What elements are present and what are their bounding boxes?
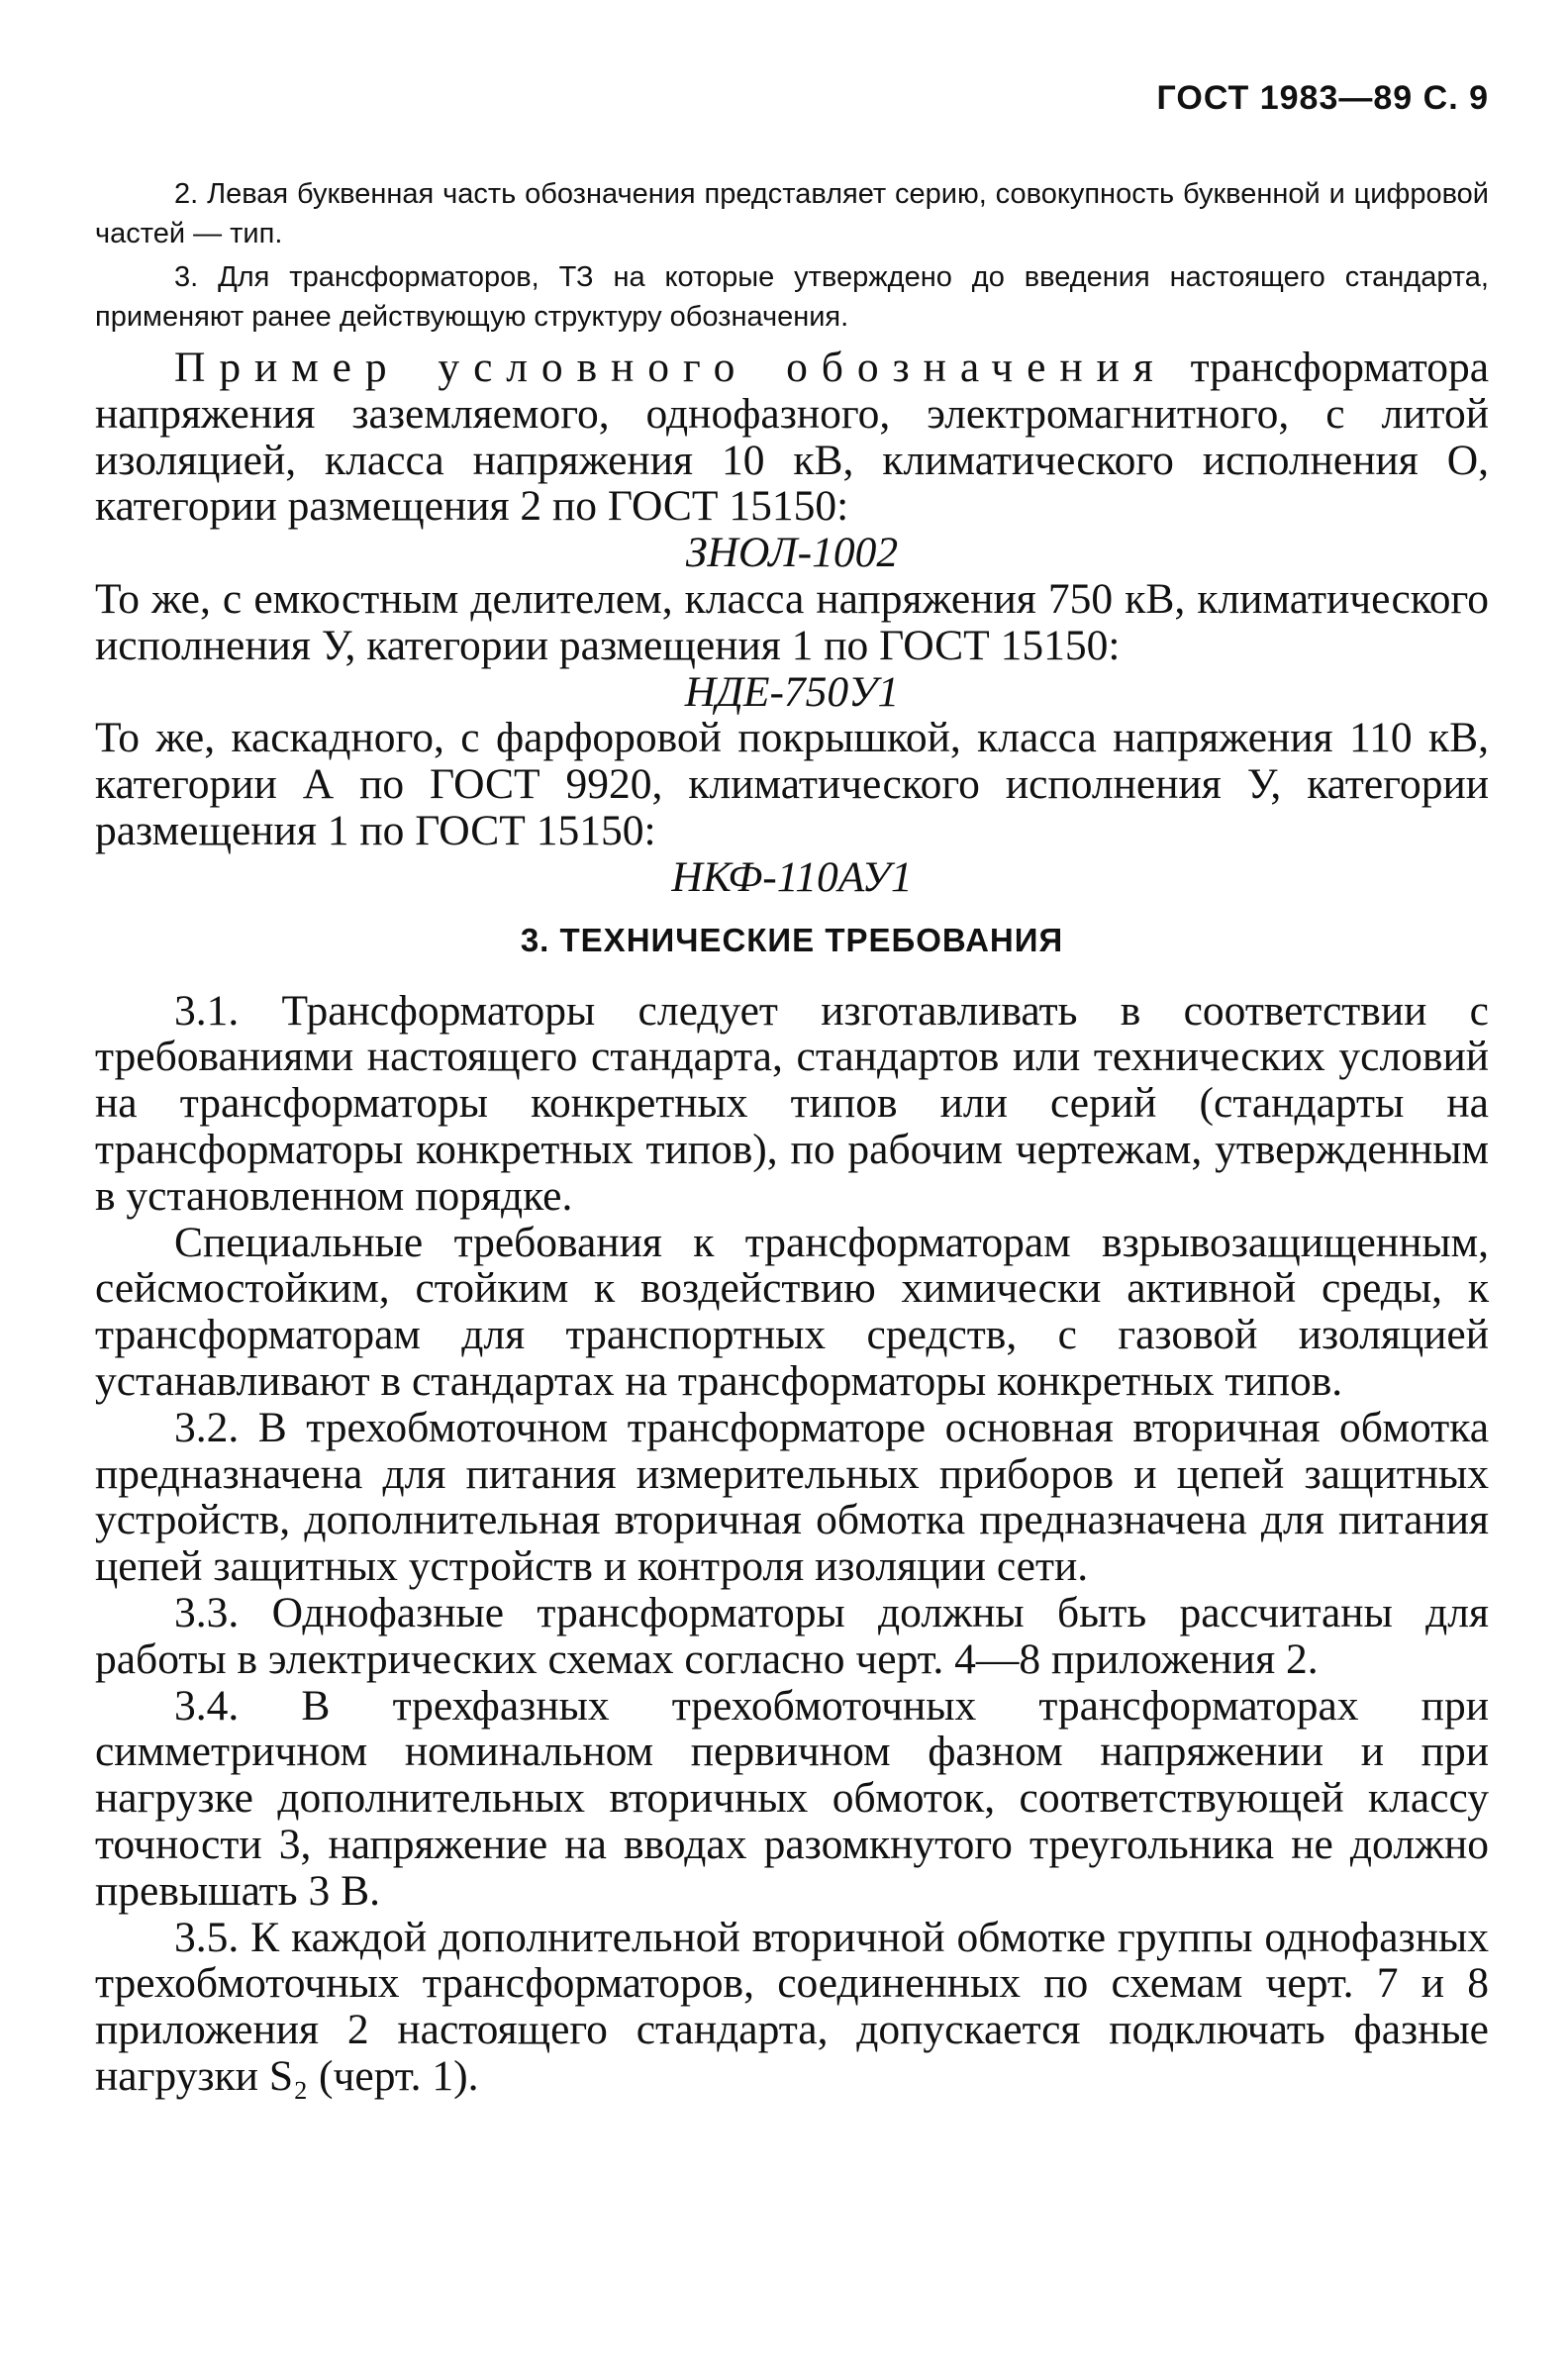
example-text: трансформатора напряжения заземляемого, однофазного, электромагнитного, с литой изоляцией, класса напряжения 10 кВ, климатического исполнения О, категории размещения 2 по ГОСТ 15150: xyxy=(95,344,1490,531)
notes-block xyxy=(95,174,1489,341)
example-lead: Пример условного обозначения xyxy=(174,344,1167,391)
paragraph-3-2: 3.2. В трехобмоточном трансформаторе основная вторичная обмотка предназначена для питания измерительных приборов и цепей защитных устройств, дополнительная вторичная обмотка предназначена для питания цепей защитных устройств и контроля изоляции сети. xyxy=(95,1403,1489,1591)
example-text-3: То же, каскадного, с фарфоровой покрышкой, класса напряжения 110 кВ, категории А по ГОСТ 9920, климатического исполнения У, категории размещения 1 по ГОСТ 15150: xyxy=(95,714,1489,854)
paragraph-3-3: 3.3. Однофазные трансформаторы должны быть рассчитаны для работы в электрических схемах согласно черт. 4—8 приложения 2. xyxy=(95,1588,1489,1683)
designation-3: НКФ-110АУ1 xyxy=(671,852,913,901)
note-2: 2. Левая буквенная часть обозначения представляет серию, совокупность буквенной и цифровой частей — тип. xyxy=(95,178,1489,249)
paragraph-3-5: 3.5. К каждой дополнительной вторичной обмотке группы однофазных трехобмоточных трансформаторов, соединенных по схемам черт. 7 и 8 приложения 2 настоящего стандарта, допускается подключать фазные нагрузки S₂ (черт. 1). xyxy=(95,1913,1489,2100)
document-page xyxy=(95,0,1489,2375)
section-title: 3. ТЕХНИЧЕСКИЕ ТРЕБОВАНИЯ xyxy=(520,921,1064,958)
example-paragraph xyxy=(95,345,1489,530)
paragraph-special: Специальные требования к трансформаторам взрывозащищенным, сейсмостойким, стойким к воздействию химически активной среды, к трансформаторам для транспортных средств, с газовой изоляцией устанавливают в стандартах на трансформаторы конкретных типов. xyxy=(95,1218,1489,1405)
paragraph-3-1: 3.1. Трансформаторы следует изготавливать в соответствии с требованиями настоящего стандарта, стандартов или технических условий на трансформаторы конкретных типов или серий (стандарты на трансформаторы конкретных типов), по рабочим чертежам, утвержденным в установленном порядке. xyxy=(95,986,1489,1220)
page-header: ГОСТ 1983—89 С. 9 xyxy=(1156,79,1489,117)
paragraph-3-4: 3.4. В трехфазных трехобмоточных трансформаторах при симметричном номинальном первичном фазном напряжении и при нагрузке дополнительных вторичных обмоток, соответствующей классу точности 3, напряжение на вводах разомкнутого треугольника не должно превышать 3 В. xyxy=(95,1681,1489,1915)
designation-2: НДЕ-750У1 xyxy=(684,667,900,716)
note-3: 3. Для трансформаторов, ТЗ на которые утверждено до введения настоящего стандарта, применяют ранее действующую структуру обозначения. xyxy=(95,261,1489,333)
main-text xyxy=(95,345,1489,2100)
example-text-2: То же, с емкостным делителем, класса напряжения 750 кВ, климатического исполнения У, категории размещения 1 по ГОСТ 15150: xyxy=(95,574,1489,669)
designation-1: ЗНОЛ-1002 xyxy=(685,529,899,577)
